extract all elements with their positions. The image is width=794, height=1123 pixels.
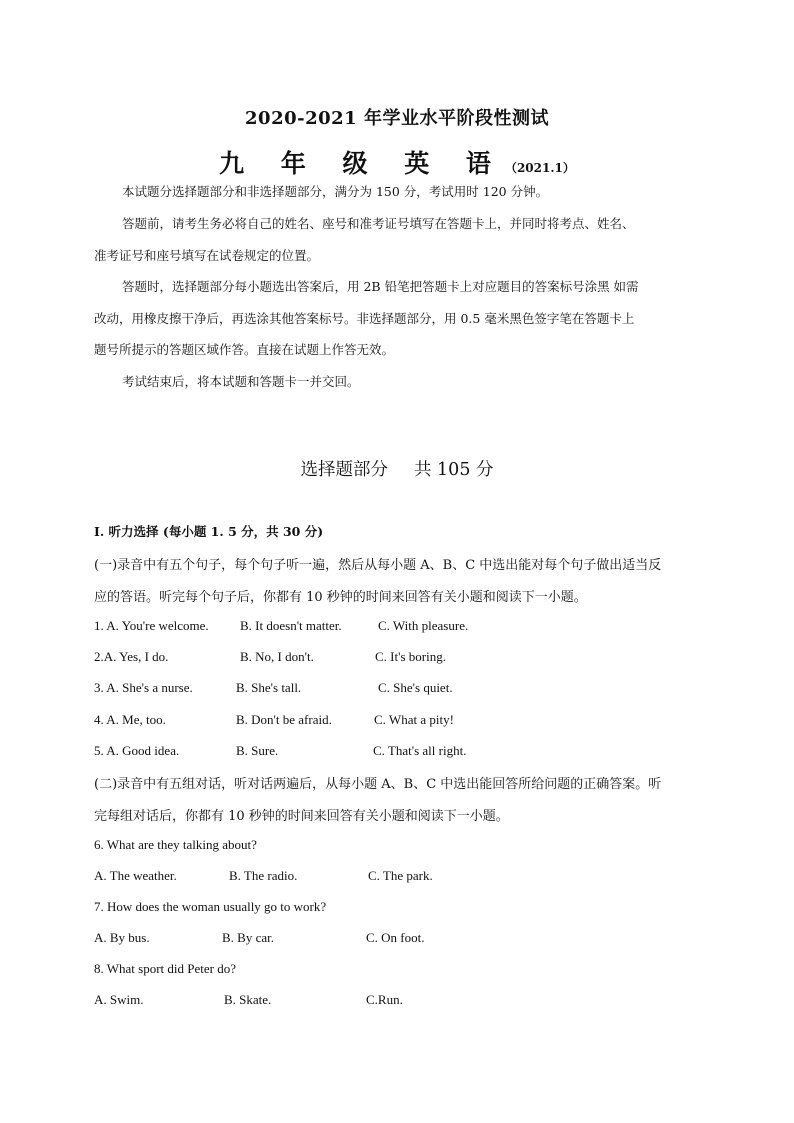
instruction-line-5: 改动，用橡皮擦干净后，再选涂其他答案标号。非选择题部分，用 0.5 毫米黑色签字笔在答题卡上 (94, 311, 635, 326)
instruction-line-4: 答题时，选择题部分每小题选出答案后，用 2B 铅笔把答题卡上对应题目的答案标号涂黑 如需 (122, 279, 639, 294)
q6-option-a: A. The weather. (94, 868, 177, 883)
exam-date: （2021.1） (504, 161, 575, 175)
q1-option-b: B. It doesn't matter. (240, 618, 342, 633)
q1-option-c: C. With pleasure. (378, 618, 469, 633)
q7-stem: 7. How does the woman usually go to work? (94, 899, 327, 914)
q7-option-a: A. By bus. (94, 930, 150, 945)
q5-option-b: B. Sure. (236, 743, 279, 758)
q4-option-b: B. Don't be afraid. (236, 712, 332, 727)
instruction-line-2: 答题前，请考生务必将自己的姓名、座号和准考证号填写在答题卡上，并同时将考点、姓名、 (122, 216, 635, 231)
instruction-line-3: 准考证号和座号填写在试卷规定的位置。 (94, 248, 320, 263)
q8-option-b: B. Skate. (224, 992, 272, 1007)
q7-option-c: C. On foot. (366, 930, 425, 945)
section-score: 共 105 分 (413, 460, 494, 480)
q8-option-c: C.Run. (366, 992, 403, 1007)
q1-option-a: 1. A. You're welcome. (94, 618, 209, 633)
q8-option-a: A. Swim. (94, 992, 144, 1007)
exam-title: 2020-2021 年学业水平阶段性测试 (245, 108, 549, 129)
q4-option-a: 4. A. Me, too. (94, 712, 166, 727)
q5-option-c: C. That's all right. (373, 743, 467, 758)
q8-stem: 8. What sport did Peter do? (94, 961, 237, 976)
q2-option-b: B. No, I don't. (240, 649, 314, 664)
section-name: 选择题部分 (300, 460, 388, 480)
part-a-instruction-1: (一)录音中有五个句子，每个句子听一遍，然后从每小题 A、B、C 中选出能对每个句子做出适当反 (94, 558, 662, 573)
q3-option-a: 3. A. She's a nurse. (94, 680, 193, 695)
q2-option-a: 2.A. Yes, I do. (94, 649, 169, 664)
subject-title (0, 144, 794, 180)
part-title: I. 听力选择 (每小题 1. 5 分，共 30 分) (94, 524, 324, 539)
part-b-instruction-1: (二)录音中有五组对话，听对话两遍后，从每小题 A、B、C 中选出能回答所给问题的正确答案。听 (94, 777, 662, 792)
q2-option-c: C. It's boring. (375, 649, 446, 664)
q7-option-b: B. By car. (222, 930, 274, 945)
q3-option-c: C. She's quiet. (378, 680, 453, 695)
q3-option-b: B. She's tall. (236, 680, 302, 695)
subject-name: 九 年 级 英 语 (219, 149, 505, 178)
section-heading (0, 456, 794, 481)
part-a-instruction-2: 应的答语。听完每个句子后，你都有 10 秒钟的时间来回答有关小题和阅读下一小题。 (94, 590, 587, 605)
q5-option-a: 5. A. Good idea. (94, 743, 180, 758)
q4-option-c: C. What a pity! (374, 712, 454, 727)
q6-option-b: B. The radio. (229, 868, 298, 883)
q6-stem: 6. What are they talking about? (94, 837, 257, 852)
part-b-instruction-2: 完每组对话后，你都有 10 秒钟的时间来回答有关小题和阅读下一小题。 (94, 809, 509, 824)
instruction-line-6: 题号所提示的答题区域作答。直接在试题上作答无效。 (94, 342, 395, 357)
instruction-line-1: 本试题分选择题部分和非选择题部分，满分为 150 分，考试用时 120 分钟。 (122, 184, 549, 199)
instruction-line-7: 考试结束后，将本试题和答题卡一并交回。 (122, 374, 360, 389)
q6-option-c: C. The park. (368, 868, 433, 883)
